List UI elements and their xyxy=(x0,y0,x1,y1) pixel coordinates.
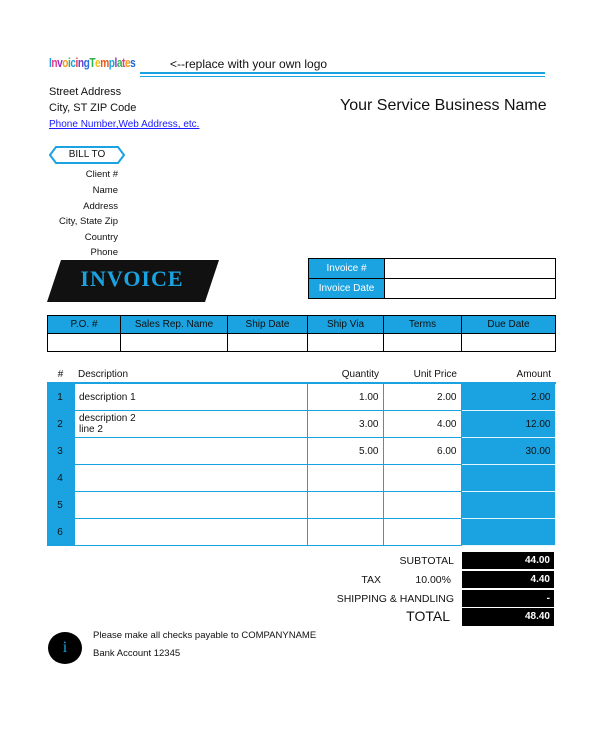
tax-label: TAX xyxy=(361,574,381,586)
invoice-meta-table xyxy=(308,258,556,299)
item-unit-price[interactable] xyxy=(383,492,461,519)
item-amount: 2.00 xyxy=(461,383,555,411)
logo-letter: i xyxy=(67,55,71,70)
logo-letter: e xyxy=(95,55,101,70)
invoice-date-field[interactable] xyxy=(385,279,556,299)
item-number: 6 xyxy=(47,519,74,546)
logo-letter: t xyxy=(122,55,125,70)
item-number: 2 xyxy=(47,411,74,438)
item-number: 3 xyxy=(47,438,74,465)
ship-via-field[interactable] xyxy=(308,334,384,352)
item-number: 5 xyxy=(47,492,74,519)
logo-letter: v xyxy=(57,55,63,70)
sales-rep-field[interactable] xyxy=(121,334,228,352)
total-value: 48.40 xyxy=(462,608,554,626)
ship-date-field[interactable] xyxy=(228,334,308,352)
quantity-header: Quantity xyxy=(307,366,383,383)
bank-account: Bank Account 12345 xyxy=(93,648,181,659)
logo-letter: e xyxy=(124,55,131,70)
invoice-number-label: Invoice # xyxy=(309,259,385,279)
item-number-header: # xyxy=(47,366,74,383)
client-address-label: Address xyxy=(83,201,118,212)
table-row xyxy=(47,492,555,519)
invoice-number-field[interactable] xyxy=(385,259,556,279)
logo-letter: i xyxy=(75,55,78,70)
item-quantity[interactable] xyxy=(307,465,383,492)
table-row xyxy=(47,519,555,546)
item-quantity[interactable] xyxy=(307,492,383,519)
contact-link[interactable]: Phone Number,Web Address, etc. xyxy=(49,119,200,130)
item-unit-price[interactable]: 6.00 xyxy=(383,438,461,465)
street-address: Street Address xyxy=(49,86,122,98)
logo-letter: l xyxy=(114,55,117,70)
item-number: 4 xyxy=(47,465,74,492)
table-row xyxy=(47,465,555,492)
item-description[interactable] xyxy=(74,411,307,438)
po-number-header: P.O. # xyxy=(48,316,121,334)
item-quantity[interactable]: 3.00 xyxy=(307,411,383,438)
logo-letter: s xyxy=(130,55,136,70)
city-state-zip: City, ST ZIP Code xyxy=(49,102,137,114)
logo-letter: n xyxy=(51,55,58,70)
item-amount: 30.00 xyxy=(461,438,555,465)
item-description[interactable] xyxy=(74,383,307,411)
client-country-label: Country xyxy=(84,232,118,243)
ship-date-header: Ship Date xyxy=(228,316,308,334)
item-amount xyxy=(461,465,555,492)
item-description[interactable] xyxy=(74,438,307,465)
company-logo xyxy=(49,55,135,70)
table-row xyxy=(47,438,555,465)
header-rule xyxy=(140,72,545,74)
item-quantity[interactable]: 1.00 xyxy=(307,383,383,411)
logo-letter: p xyxy=(108,55,115,70)
item-quantity[interactable] xyxy=(307,519,383,546)
logo-letter: T xyxy=(89,55,96,70)
logo-note: <--replace with your own logo xyxy=(170,57,328,71)
shipping-value: - xyxy=(462,590,554,607)
item-quantity[interactable]: 5.00 xyxy=(307,438,383,465)
invoice-title: INVOICE xyxy=(80,266,184,291)
logo-letter: g xyxy=(83,55,90,70)
bill-to-badge xyxy=(49,146,125,164)
logo-letter: a xyxy=(116,55,123,70)
table-row xyxy=(47,383,555,411)
subtotal-label: SUBTOTAL xyxy=(399,555,454,567)
logo-letter: m xyxy=(100,55,109,70)
item-description[interactable] xyxy=(74,492,307,519)
item-unit-price[interactable] xyxy=(383,519,461,546)
bill-to-title: BILL TO xyxy=(68,149,106,160)
amount-header: Amount xyxy=(461,366,555,383)
item-description[interactable] xyxy=(74,519,307,546)
order-details-table xyxy=(47,315,556,352)
line-items-table xyxy=(47,366,556,546)
logo-letter: o xyxy=(62,55,68,70)
description-line: line 2 xyxy=(79,424,103,435)
description-line: description 2 xyxy=(79,413,136,424)
client-name-label: Name xyxy=(92,185,118,196)
ship-via-header: Ship Via xyxy=(308,316,384,334)
logo-letter: n xyxy=(77,55,84,70)
due-date-header: Due Date xyxy=(462,316,556,334)
shipping-label: SHIPPING & HANDLING xyxy=(336,593,454,605)
unit-price-header: Unit Price xyxy=(383,366,461,383)
po-number-field[interactable] xyxy=(48,334,121,352)
client-city-label: City, State Zip xyxy=(59,216,118,227)
item-number: 1 xyxy=(47,383,74,411)
item-amount: 12.00 xyxy=(461,411,555,438)
item-description[interactable] xyxy=(74,465,307,492)
info-icon: i xyxy=(48,632,82,664)
invoice-date-label: Invoice Date xyxy=(309,279,385,299)
description-line: description 1 xyxy=(79,391,136,403)
terms-field[interactable] xyxy=(384,334,462,352)
client-phone-label: Phone xyxy=(90,247,118,258)
description-header: Description xyxy=(74,366,307,383)
payment-note: Please make all checks payable to COMPANYNAME xyxy=(93,630,317,641)
client-number-label: Client # xyxy=(85,169,118,180)
total-label: TOTAL xyxy=(406,608,450,624)
item-amount xyxy=(461,492,555,519)
table-row xyxy=(47,411,555,438)
logo-letter: I xyxy=(49,55,52,70)
header-rule-thin xyxy=(140,76,545,77)
item-unit-price[interactable] xyxy=(383,465,461,492)
item-unit-price[interactable]: 2.00 xyxy=(383,383,461,411)
item-unit-price[interactable]: 4.00 xyxy=(383,411,461,438)
tax-value: 4.40 xyxy=(462,571,554,588)
terms-header: Terms xyxy=(384,316,462,334)
sales-rep-header: Sales Rep. Name xyxy=(121,316,228,334)
due-date-field[interactable] xyxy=(462,334,556,352)
item-amount xyxy=(461,519,555,546)
tax-rate: 10.00% xyxy=(415,574,451,586)
business-name: Your Service Business Name xyxy=(340,97,547,114)
logo-letter: c xyxy=(70,55,76,70)
subtotal-value: 44.00 xyxy=(462,552,554,569)
